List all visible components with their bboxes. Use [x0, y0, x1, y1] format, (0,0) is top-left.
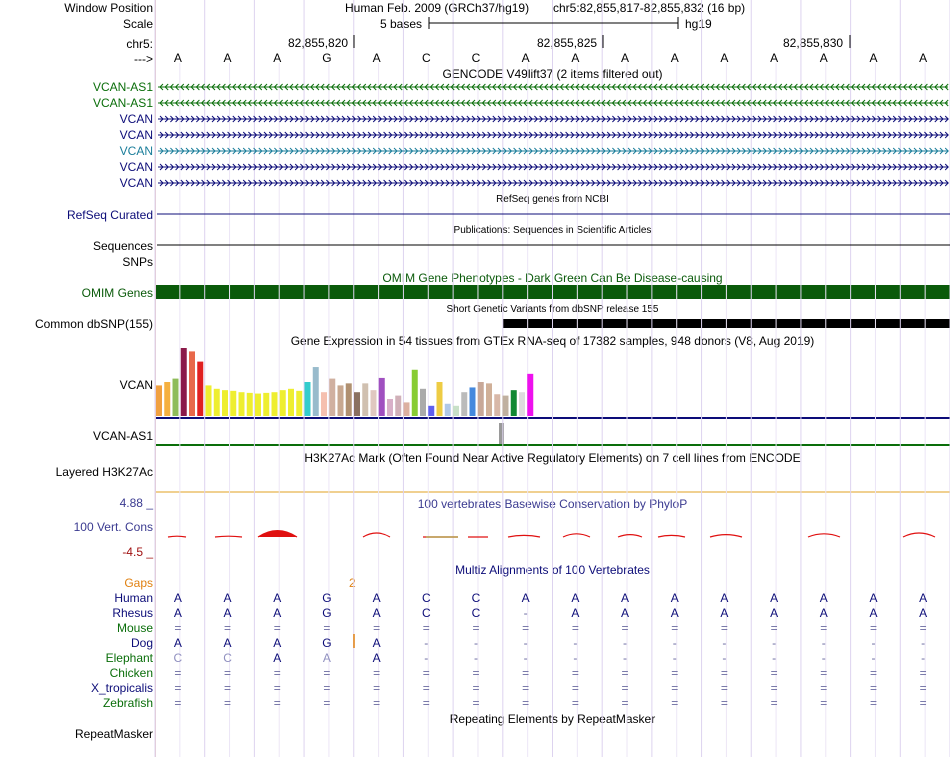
- aligned-base: =: [720, 621, 728, 635]
- aligned-base: -: [623, 651, 628, 665]
- aligned-base: =: [174, 696, 182, 710]
- coord-label: 82,855,830: [783, 36, 844, 50]
- species-label[interactable]: Dog: [130, 636, 153, 650]
- cons-signal: [258, 531, 297, 537]
- dbsnp-title[interactable]: Short Genetic Variants from dbSNP release 155: [446, 304, 659, 315]
- base-letter: C: [421, 51, 431, 65]
- gencode-title[interactable]: GENCODE V49lift37 (2 items filtered out): [442, 67, 663, 81]
- aligned-base: A: [322, 651, 331, 665]
- aligned-base: -: [623, 636, 628, 650]
- base-letter: A: [273, 51, 282, 65]
- aligned-base: =: [820, 621, 828, 635]
- aligned-base: -: [523, 651, 528, 665]
- h3k27ac-label[interactable]: Layered H3K27Ac: [55, 465, 153, 479]
- aligned-base: A: [372, 591, 381, 605]
- gtex-tissue-bar: [288, 389, 294, 416]
- gtex-tissue-bar: [437, 382, 443, 416]
- gtex-tissue-bar: [296, 391, 302, 416]
- aligned-base: =: [273, 696, 281, 710]
- cons-signal: [563, 534, 590, 537]
- h3k27ac-title[interactable]: H3K27Ac Mark (Often Found Near Active Regulatory Elements) on 7 cell lines from ENCODE: [304, 451, 801, 465]
- gtex-tissue-bar: [503, 396, 509, 416]
- gtex-tissue-bar: [206, 385, 212, 416]
- aligned-base: =: [770, 696, 778, 710]
- aligned-base: =: [422, 696, 430, 710]
- aligned-base: C: [471, 591, 481, 605]
- aligned-base: =: [174, 681, 182, 695]
- aligned-base: =: [919, 681, 927, 695]
- aligned-base: -: [473, 636, 478, 650]
- gtex-tissue-bar: [247, 393, 253, 416]
- aligned-base: A: [173, 591, 182, 605]
- aligned-base: =: [472, 696, 480, 710]
- refseq-title[interactable]: RefSeq genes from NCBI: [496, 194, 609, 205]
- gtex-tissue-bar: [387, 399, 393, 416]
- aligned-base: A: [571, 606, 580, 620]
- aligned-base: =: [671, 621, 679, 635]
- snps-label[interactable]: SNPs: [122, 255, 153, 269]
- aligned-base: -: [473, 651, 478, 665]
- aligned-base: C: [173, 651, 183, 665]
- gtex-tissue-bar: [272, 392, 278, 416]
- aligned-base: =: [472, 621, 480, 635]
- gencode-track-label[interactable]: VCAN: [119, 144, 153, 158]
- aligned-base: A: [223, 606, 232, 620]
- aligned-base: =: [770, 666, 778, 680]
- aligned-base: =: [621, 621, 629, 635]
- cons-signal: [618, 535, 642, 537]
- gtex-tissue-bar: [527, 374, 533, 416]
- species-label[interactable]: Mouse: [116, 621, 153, 635]
- aligned-base: A: [720, 606, 729, 620]
- gtex-tissue-bar: [511, 390, 517, 416]
- aligned-base: -: [772, 651, 777, 665]
- aligned-base: G: [322, 636, 332, 650]
- gtex-tissue-bar: [230, 391, 236, 416]
- scale-label: Scale: [122, 17, 153, 31]
- aligned-base: =: [820, 666, 828, 680]
- gtex-tissue-bar: [395, 396, 401, 416]
- base-letter: A: [621, 51, 630, 65]
- species-label[interactable]: Rhesus: [112, 606, 153, 620]
- aligned-base: A: [372, 651, 381, 665]
- aligned-base: A: [819, 591, 828, 605]
- gtex-gene-vcan[interactable]: VCAN: [119, 378, 153, 392]
- aligned-base: -: [722, 636, 727, 650]
- sequences-label[interactable]: Sequences: [92, 239, 153, 253]
- aligned-base: -: [821, 651, 826, 665]
- aligned-base: =: [224, 696, 232, 710]
- aligned-base: -: [672, 651, 677, 665]
- omim-label[interactable]: OMIM Genes: [81, 286, 153, 300]
- aligned-base: =: [472, 681, 480, 695]
- gtex-tissue-bar: [305, 382, 311, 416]
- aligned-base: A: [273, 606, 282, 620]
- cons-min: -4.5 _: [122, 545, 153, 559]
- cons-signal: [168, 536, 186, 537]
- species-label[interactable]: Chicken: [109, 666, 153, 680]
- gtex-tissue-bar: [404, 402, 410, 416]
- aligned-base: =: [273, 666, 281, 680]
- aligned-base: =: [720, 681, 728, 695]
- chrom-label: chr5:: [126, 37, 153, 51]
- aligned-base: =: [174, 666, 182, 680]
- aligned-base: -: [672, 636, 677, 650]
- aligned-base: =: [373, 696, 381, 710]
- aligned-base: A: [770, 591, 779, 605]
- aligned-base: =: [522, 666, 530, 680]
- aligned-base: A: [372, 636, 381, 650]
- base-letter: A: [919, 51, 928, 65]
- aligned-base: =: [323, 696, 331, 710]
- aligned-base: -: [871, 636, 876, 650]
- aligned-base: C: [471, 606, 481, 620]
- gtex-tissue-bar: [445, 404, 451, 416]
- base-letter: A: [372, 51, 381, 65]
- aligned-base: =: [522, 621, 530, 635]
- aligned-base: =: [621, 681, 629, 695]
- aligned-base: =: [224, 621, 232, 635]
- multiz-title[interactable]: Multiz Alignments of 100 Vertebrates: [455, 563, 650, 577]
- aligned-base: =: [323, 621, 331, 635]
- coord-label: 82,855,820: [288, 36, 349, 50]
- aligned-base: =: [671, 681, 679, 695]
- gtex-tissue-bar: [214, 389, 220, 416]
- gtex-tissue-bar: [420, 389, 426, 416]
- coord-label: 82,855,825: [537, 36, 598, 50]
- gtex-gene-vcan-as1[interactable]: VCAN-AS1: [92, 429, 153, 443]
- aligned-base: -: [772, 636, 777, 650]
- aligned-base: =: [224, 681, 232, 695]
- aligned-base: -: [722, 651, 727, 665]
- gtex-tissue-bar: [519, 392, 525, 416]
- aligned-base: =: [273, 621, 281, 635]
- gtex-tissue-bar: [321, 392, 327, 416]
- gtex-tissue-bar: [494, 394, 500, 416]
- aligned-base: A: [521, 591, 530, 605]
- aligned-base: =: [621, 666, 629, 680]
- aligned-base: =: [571, 666, 579, 680]
- gtex-tissue-bar: [338, 385, 344, 416]
- window-position-label: Window Position: [64, 1, 153, 15]
- base-letter: A: [670, 51, 679, 65]
- aligned-base: =: [869, 696, 877, 710]
- base-letter: G: [322, 51, 332, 65]
- base-letter: A: [173, 51, 182, 65]
- gtex-tissue-bar: [263, 393, 269, 416]
- gtex-tissue-bar: [156, 385, 162, 416]
- species-label[interactable]: Zebrafish: [102, 696, 153, 710]
- strand-label: --->: [134, 52, 153, 66]
- aligned-base: =: [571, 696, 579, 710]
- aligned-base: =: [422, 666, 430, 680]
- gencode-track-label[interactable]: VCAN: [119, 160, 153, 174]
- aligned-base: A: [670, 606, 679, 620]
- species-label[interactable]: Human: [114, 591, 153, 605]
- base-letter: A: [770, 51, 779, 65]
- aligned-base: -: [523, 606, 528, 620]
- aligned-base: A: [273, 591, 282, 605]
- aligned-base: -: [523, 636, 528, 650]
- aligned-base: =: [621, 696, 629, 710]
- aligned-base: A: [919, 606, 928, 620]
- gencode-track-label[interactable]: VCAN: [119, 112, 153, 126]
- aligned-base: A: [273, 651, 282, 665]
- cons-signal: [508, 535, 540, 537]
- aligned-base: A: [223, 636, 232, 650]
- aligned-base: C: [421, 591, 431, 605]
- gtex-tissue-bar: [478, 382, 484, 416]
- gtex-tissue-bar: [379, 378, 385, 416]
- gtex-tissue-bar: [239, 392, 245, 416]
- species-label[interactable]: Elephant: [105, 651, 153, 665]
- aligned-base: A: [919, 591, 928, 605]
- aligned-base: G: [322, 591, 332, 605]
- aligned-base: A: [223, 591, 232, 605]
- gtex-tissue-bar: [181, 348, 187, 416]
- gap-count: 2: [349, 576, 356, 590]
- cons-signal: [658, 535, 685, 537]
- aligned-base: A: [273, 636, 282, 650]
- gtex-tissue-bar: [173, 379, 179, 416]
- aligned-base: =: [273, 681, 281, 695]
- gencode-track-label[interactable]: VCAN-AS1: [92, 96, 153, 110]
- omim-title[interactable]: OMIM Gene Phenotypes - Dark Green Can Be Disease-causing: [382, 271, 723, 285]
- aligned-base: =: [770, 681, 778, 695]
- aligned-base: -: [573, 651, 578, 665]
- cons-signal: [363, 533, 390, 537]
- gtex-title[interactable]: Gene Expression in 54 tissues from GTEx RNA-seq of 17382 samples, 948 donors (V8, Aug 2019): [290, 334, 815, 348]
- gtex-tissue-bar: [371, 390, 377, 416]
- gtex-tissue-bar: [164, 382, 170, 416]
- aligned-base: =: [919, 621, 927, 635]
- aligned-base: =: [323, 681, 331, 695]
- aligned-base: A: [571, 591, 580, 605]
- aligned-base: A: [869, 591, 878, 605]
- repeatmasker-title[interactable]: Repeating Elements by RepeatMasker: [449, 712, 656, 726]
- gtex-tissue-bar: [280, 390, 286, 416]
- aligned-base: =: [472, 666, 480, 680]
- aligned-base: -: [871, 651, 876, 665]
- aligned-base: =: [323, 666, 331, 680]
- aligned-base: =: [174, 621, 182, 635]
- base-letter: C: [471, 51, 481, 65]
- scale-text: 5 bases: [380, 17, 423, 31]
- gtex-tissue-bar: [222, 390, 228, 416]
- base-letter: A: [571, 51, 580, 65]
- aligned-base: =: [671, 696, 679, 710]
- aligned-base: =: [770, 621, 778, 635]
- repeatmasker-label[interactable]: RepeatMasker: [74, 727, 153, 741]
- aligned-base: =: [571, 621, 579, 635]
- aligned-base: A: [670, 591, 679, 605]
- gtex-tissue-bar: [197, 362, 203, 416]
- aligned-base: =: [373, 681, 381, 695]
- gencode-track-label[interactable]: VCAN-AS1: [92, 80, 153, 94]
- gtex-tissue-bar: [362, 383, 368, 416]
- aligned-base: =: [522, 681, 530, 695]
- gaps-label: Gaps: [124, 576, 153, 590]
- base-letter: A: [819, 51, 828, 65]
- aligned-base: =: [224, 666, 232, 680]
- cons-title[interactable]: 100 vertebrates Basewise Conservation by PhyloP: [417, 497, 688, 511]
- gtex-tissue-bar: [470, 387, 476, 416]
- aligned-base: A: [621, 591, 630, 605]
- aligned-base: -: [921, 636, 926, 650]
- gencode-track-label[interactable]: VCAN: [119, 176, 153, 190]
- aligned-base: =: [522, 696, 530, 710]
- aligned-base: =: [422, 621, 430, 635]
- aligned-base: -: [573, 636, 578, 650]
- aligned-base: C: [223, 651, 232, 665]
- publications-title[interactable]: Publications: Sequences in Scientific Articles: [453, 225, 652, 236]
- base-letter: A: [869, 51, 878, 65]
- aligned-base: A: [621, 606, 630, 620]
- aligned-base: =: [820, 696, 828, 710]
- aligned-base: -: [821, 636, 826, 650]
- gtex-tissue-bar: [255, 394, 261, 416]
- aligned-base: =: [869, 681, 877, 695]
- aligned-base: A: [173, 636, 182, 650]
- gtex-tissue-bar: [412, 370, 418, 416]
- aligned-base: -: [424, 651, 429, 665]
- assembly-name: Human Feb. 2009 (GRCh37/hg19): [345, 1, 530, 15]
- gtex-tissue-bar: [189, 351, 195, 416]
- aligned-base: =: [919, 696, 927, 710]
- aligned-base: =: [720, 666, 728, 680]
- cons-signal: [808, 534, 840, 537]
- aligned-base: G: [322, 606, 332, 620]
- gtex-tissue-bar: [329, 379, 335, 416]
- aligned-base: =: [919, 666, 927, 680]
- aligned-base: C: [421, 606, 431, 620]
- gtex-tissue-bar: [461, 392, 467, 416]
- cons-signal: [903, 533, 935, 537]
- cons-max: 4.88 _: [119, 496, 153, 510]
- aligned-base: A: [819, 606, 828, 620]
- aligned-base: =: [571, 681, 579, 695]
- gtex-tissue-bar: [313, 367, 319, 416]
- aligned-base: =: [820, 681, 828, 695]
- aligned-base: -: [921, 651, 926, 665]
- aligned-base: A: [770, 606, 779, 620]
- base-letter: A: [720, 51, 729, 65]
- gtex-tissue-bar: [346, 383, 352, 416]
- aligned-base: =: [373, 666, 381, 680]
- species-label[interactable]: X_tropicalis: [90, 681, 153, 695]
- base-letter: A: [223, 51, 232, 65]
- cons-label[interactable]: 100 Vert. Cons: [73, 520, 153, 534]
- dbsnp-label[interactable]: Common dbSNP(155): [34, 317, 153, 331]
- aligned-base: =: [869, 666, 877, 680]
- aligned-base: A: [720, 591, 729, 605]
- aligned-base: =: [720, 696, 728, 710]
- scale-db: hg19: [685, 17, 712, 31]
- aligned-base: -: [424, 636, 429, 650]
- gencode-track-label[interactable]: VCAN: [119, 128, 153, 142]
- gtex-tissue-bar: [453, 406, 459, 416]
- aligned-base: A: [869, 606, 878, 620]
- position-readout[interactable]: chr5:82,855,817-82,855,832 (16 bp): [553, 1, 746, 15]
- gtex-tissue-bar: [428, 406, 434, 416]
- gtex-tissue-bar: [354, 392, 360, 416]
- cons-signal: [215, 536, 242, 537]
- aligned-base: A: [173, 606, 182, 620]
- aligned-base: =: [373, 621, 381, 635]
- base-letter: A: [521, 51, 530, 65]
- gtex-tissue-bar: [486, 383, 492, 416]
- aligned-base: =: [671, 666, 679, 680]
- aligned-base: A: [372, 606, 381, 620]
- aligned-base: =: [869, 621, 877, 635]
- aligned-base: =: [422, 681, 430, 695]
- refseq-label[interactable]: RefSeq Curated: [66, 208, 153, 222]
